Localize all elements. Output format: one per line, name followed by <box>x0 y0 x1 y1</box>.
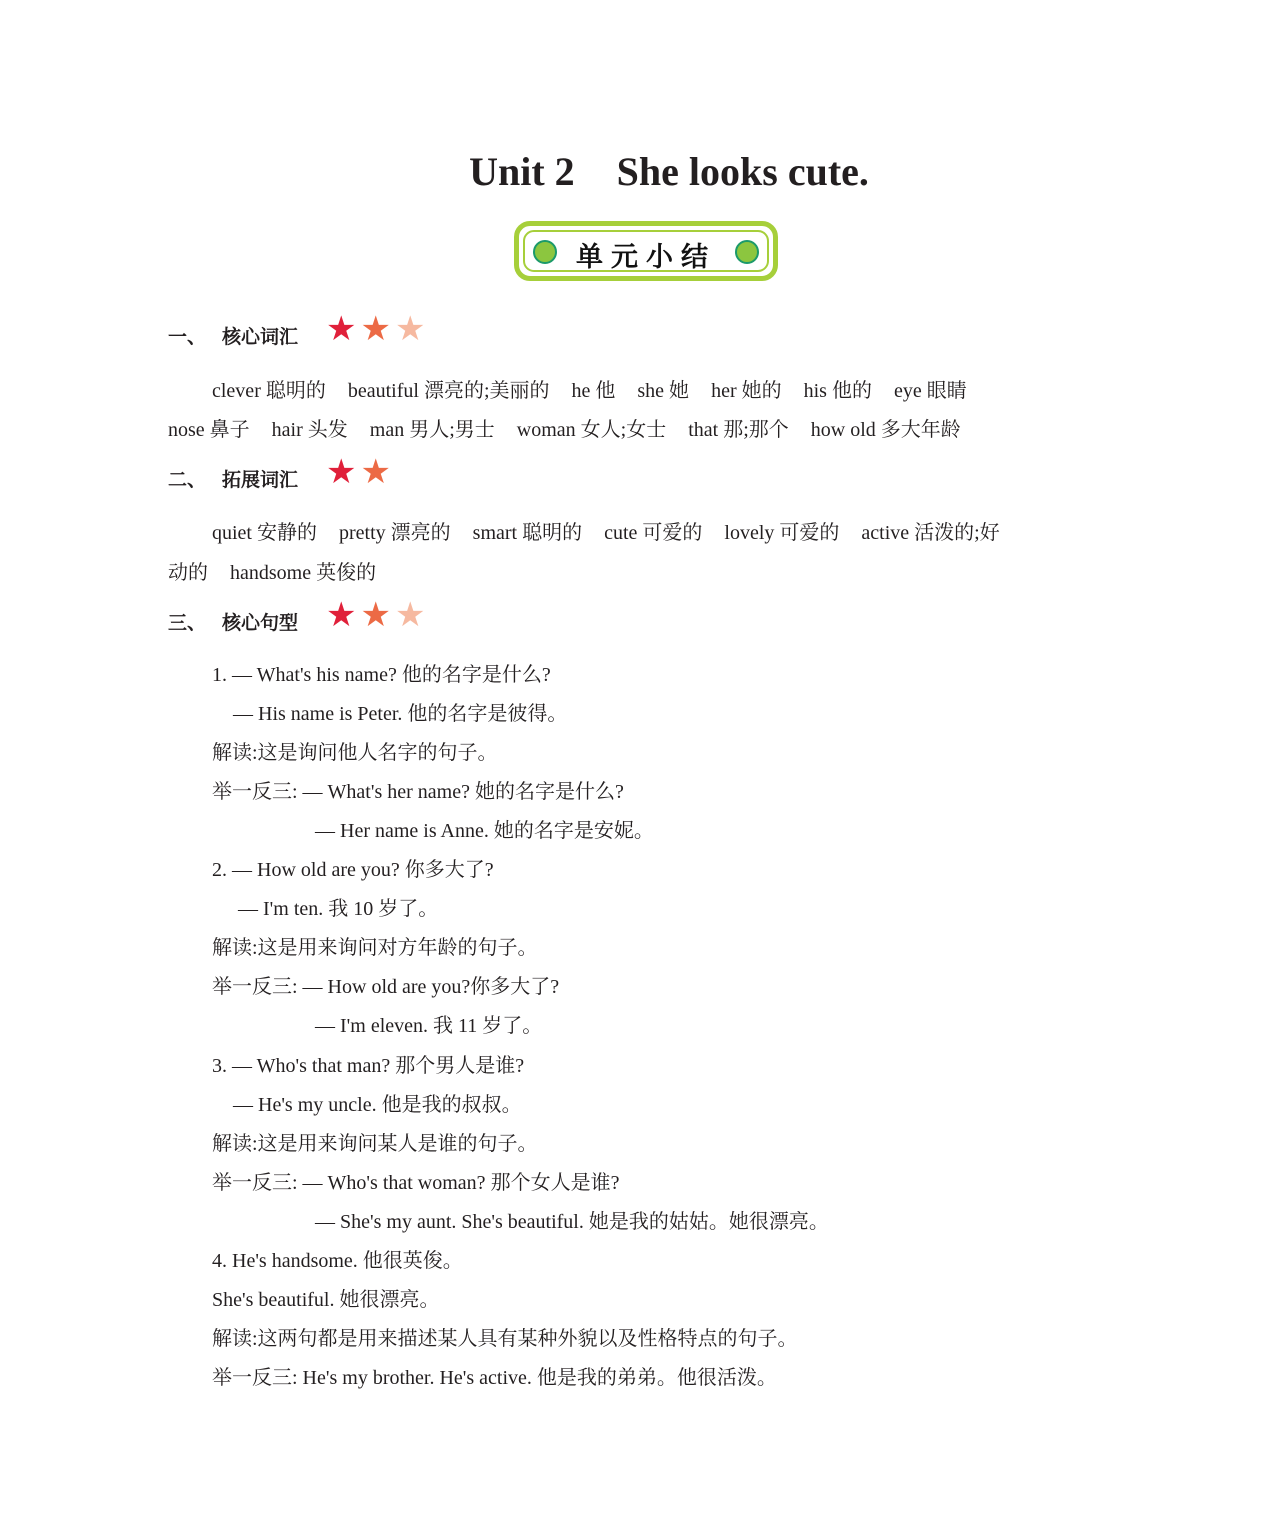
section-label: 拓展词汇 <box>222 469 299 491</box>
vocab-item: quiet 安静的 <box>212 522 317 544</box>
sentence-line: 解读:这是用来询问某人是谁的句子。 <box>212 1132 538 1155</box>
section-heading <box>168 465 298 492</box>
vocab-item: man 男人;男士 <box>369 419 495 441</box>
rating-stars <box>326 313 425 347</box>
sentence-line: 解读:这是用来询问对方年龄的句子。 <box>212 937 538 960</box>
sentence-line: 举一反三: — How old are you?你多大了? <box>212 976 560 999</box>
sentence-line: 4. He's handsome. 他很英俊。 <box>212 1249 463 1272</box>
vocab-item: handsome 英俊的 <box>230 562 377 584</box>
vocab-item: nose 鼻子 <box>168 419 250 441</box>
vocab-item: hair 头发 <box>271 419 348 441</box>
sentence-line: 举一反三: — What's her name? 她的名字是什么? <box>212 781 624 804</box>
vocab-item: clever 聪明的 <box>212 380 326 402</box>
vocab-item: beautiful 漂亮的;美丽的 <box>347 380 550 402</box>
sentence-line: — His name is Peter. 他的名字是彼得。 <box>233 703 568 726</box>
vocab-line <box>168 556 398 585</box>
star-icon: ★ <box>360 454 391 491</box>
vocab-item: her 她的 <box>711 380 782 402</box>
vocab-line <box>168 413 983 442</box>
section-number: 二、 <box>168 469 207 491</box>
sentence-line: — He's my uncle. 他是我的叔叔。 <box>233 1093 522 1116</box>
sentence-line: 举一反三: He's my brother. He's active. 他是我的弟弟。他很活泼。 <box>212 1366 777 1389</box>
section-heading <box>168 322 298 349</box>
section-number: 一、 <box>168 326 207 348</box>
vocab-item: his 他的 <box>803 380 872 402</box>
sentence-line: — I'm eleven. 我 11 岁了。 <box>315 1015 543 1038</box>
vocab-item: cute 可爱的 <box>604 522 703 544</box>
unit-title <box>0 148 1262 195</box>
vocab-item: lovely 可爱的 <box>724 522 840 544</box>
sentence-line: — I'm ten. 我 10 岁了。 <box>238 898 439 921</box>
vocab-item: 动的 <box>168 562 208 584</box>
vocab-item: that 那;那个 <box>688 419 789 441</box>
section-heading <box>168 608 298 635</box>
sentence-line: 解读:这是询问他人名字的句子。 <box>212 742 498 765</box>
sentence-line: — She's my aunt. She's beautiful. 她是我的姑姑。她很漂亮。 <box>315 1210 829 1233</box>
rating-stars <box>326 599 425 633</box>
sentence-line: 解读:这两句都是用来描述某人具有某种外貌以及性格特点的句子。 <box>212 1327 798 1350</box>
star-icon: ★ <box>394 311 426 348</box>
sentence-line: 1. — What's his name? 他的名字是什么? <box>212 664 551 686</box>
section-label: 核心词汇 <box>222 326 299 348</box>
vocab-item: eye 眼睛 <box>893 380 967 402</box>
vocab-item: she 她 <box>637 380 690 402</box>
vocab-item: how old 多大年龄 <box>810 419 961 441</box>
vocab-item: he 他 <box>571 380 616 402</box>
badge-text: 单元小结 <box>576 242 716 273</box>
vocab-item: smart 聪明的 <box>472 522 583 544</box>
vocab-line <box>212 516 1022 545</box>
star-icon: ★ <box>394 597 426 634</box>
star-icon: ★ <box>360 311 391 348</box>
sentence-line: She's beautiful. 她很漂亮。 <box>212 1288 440 1311</box>
vocab-item: active 活泼的;好 <box>861 522 1000 544</box>
rating-stars <box>326 456 391 490</box>
section-label: 核心句型 <box>222 612 299 634</box>
unit-number: Unit 2 <box>469 149 575 194</box>
vocab-item: woman 女人;女士 <box>516 419 667 441</box>
unit-name: She looks cute. <box>616 149 869 194</box>
vocab-item: pretty 漂亮的 <box>339 522 451 544</box>
sentence-line: — Her name is Anne. 她的名字是安妮。 <box>315 820 654 843</box>
sentence-line: 3. — Who's that man? 那个男人是谁? <box>212 1054 525 1077</box>
sentence-line: 2. — How old are you? 你多大了? <box>212 859 494 882</box>
star-icon: ★ <box>326 311 357 348</box>
sentence-line: 举一反三: — Who's that woman? 那个女人是谁? <box>212 1171 620 1194</box>
star-icon: ★ <box>360 597 391 634</box>
section-number: 三、 <box>168 612 207 634</box>
star-icon: ★ <box>326 454 357 491</box>
unit-summary-badge <box>514 221 778 281</box>
star-icon: ★ <box>326 597 357 634</box>
vocab-line <box>212 374 989 403</box>
